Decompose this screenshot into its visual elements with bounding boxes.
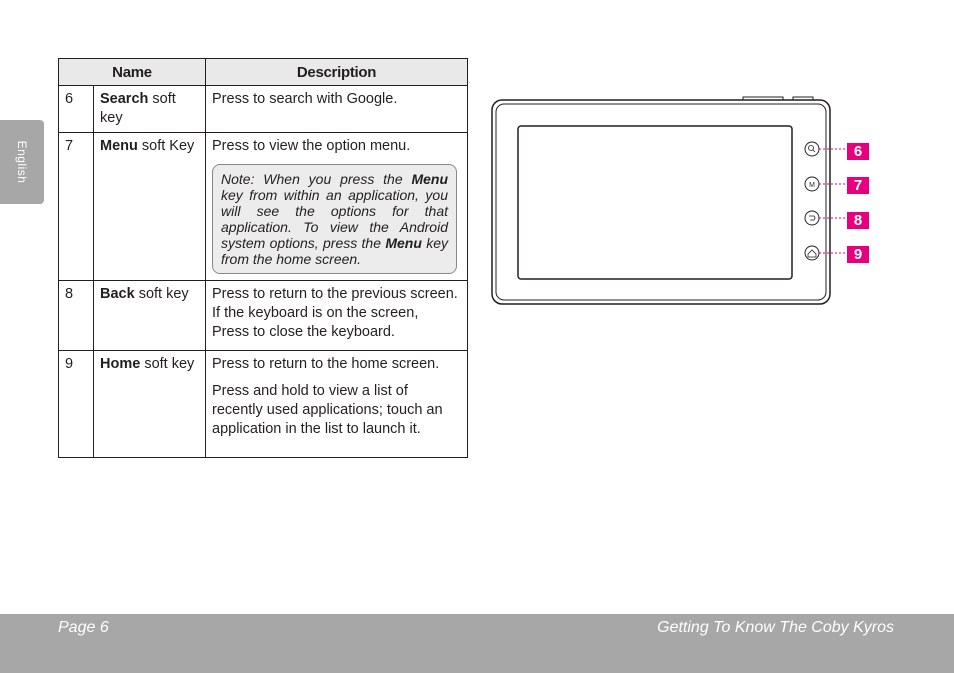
menu-key-glyph: M: [809, 182, 815, 189]
section-title: Getting To Know The Coby Kyros: [657, 619, 894, 636]
language-tab: [0, 120, 44, 204]
row-description: [206, 351, 468, 458]
row-name: [94, 281, 206, 351]
home-key-icon: [805, 246, 819, 260]
key-description-table: [58, 58, 468, 458]
row-description: [206, 133, 468, 281]
row-number: 6: [59, 86, 94, 133]
row-name-bold: Home: [100, 356, 141, 372]
table-row: [59, 351, 468, 458]
callout-6: 6: [847, 143, 869, 160]
row-name-rest: soft key: [100, 91, 176, 126]
page-number: Page 6: [58, 619, 109, 636]
row-name: [94, 351, 206, 458]
desc-para: Press and hold to view a list of recently used applications; touch an application in the list to launch it.: [212, 383, 443, 437]
row-name-bold: Menu: [100, 138, 138, 154]
tablet-illustration: [488, 94, 878, 314]
callout-7: 7: [847, 177, 869, 194]
desc-para: Press to search with Google.: [212, 91, 398, 107]
row-description: [206, 281, 468, 351]
row-name: [94, 86, 206, 133]
search-key-icon: [805, 142, 819, 156]
table-row: [59, 281, 468, 351]
note-text: key from within an application, you will see the options for that application. To view the Android system options, press the: [221, 187, 448, 251]
row-name: [94, 133, 206, 281]
note-box: [212, 164, 457, 274]
row-number: 7: [59, 133, 94, 281]
page-footer: [0, 614, 954, 673]
row-name-rest: soft key: [134, 286, 189, 302]
callout-8: 8: [847, 212, 869, 229]
header-name: Name: [59, 59, 206, 86]
menu-key-icon: [805, 177, 819, 191]
note-bold: Menu: [385, 235, 422, 251]
note-text: Note: When you press the: [221, 171, 412, 187]
row-name-bold: Back: [100, 286, 135, 302]
row-number: 8: [59, 281, 94, 351]
row-name-rest: soft key: [140, 356, 195, 372]
table-row: [59, 133, 468, 281]
note-bold: Menu: [411, 171, 448, 187]
desc-para: Press to return to the previous screen. If the keyboard is on the screen, Press to close the keyboard.: [212, 286, 458, 340]
row-name-rest: soft Key: [137, 138, 195, 154]
back-key-icon: [805, 211, 819, 225]
row-description: [206, 86, 468, 133]
tablet-drawing: [488, 94, 878, 314]
tablet-screen: [518, 126, 792, 279]
header-description: Description: [206, 59, 468, 86]
row-name-bold: Search: [100, 91, 149, 107]
language-tab-label: English: [15, 140, 29, 184]
table-row: [59, 86, 468, 133]
desc-para: Press to return to the home screen.: [212, 356, 440, 372]
row-number: 9: [59, 351, 94, 458]
note-text: key from the home screen.: [221, 235, 448, 267]
desc-para: Press to view the option menu.: [212, 138, 411, 154]
callout-9: 9: [847, 246, 869, 263]
